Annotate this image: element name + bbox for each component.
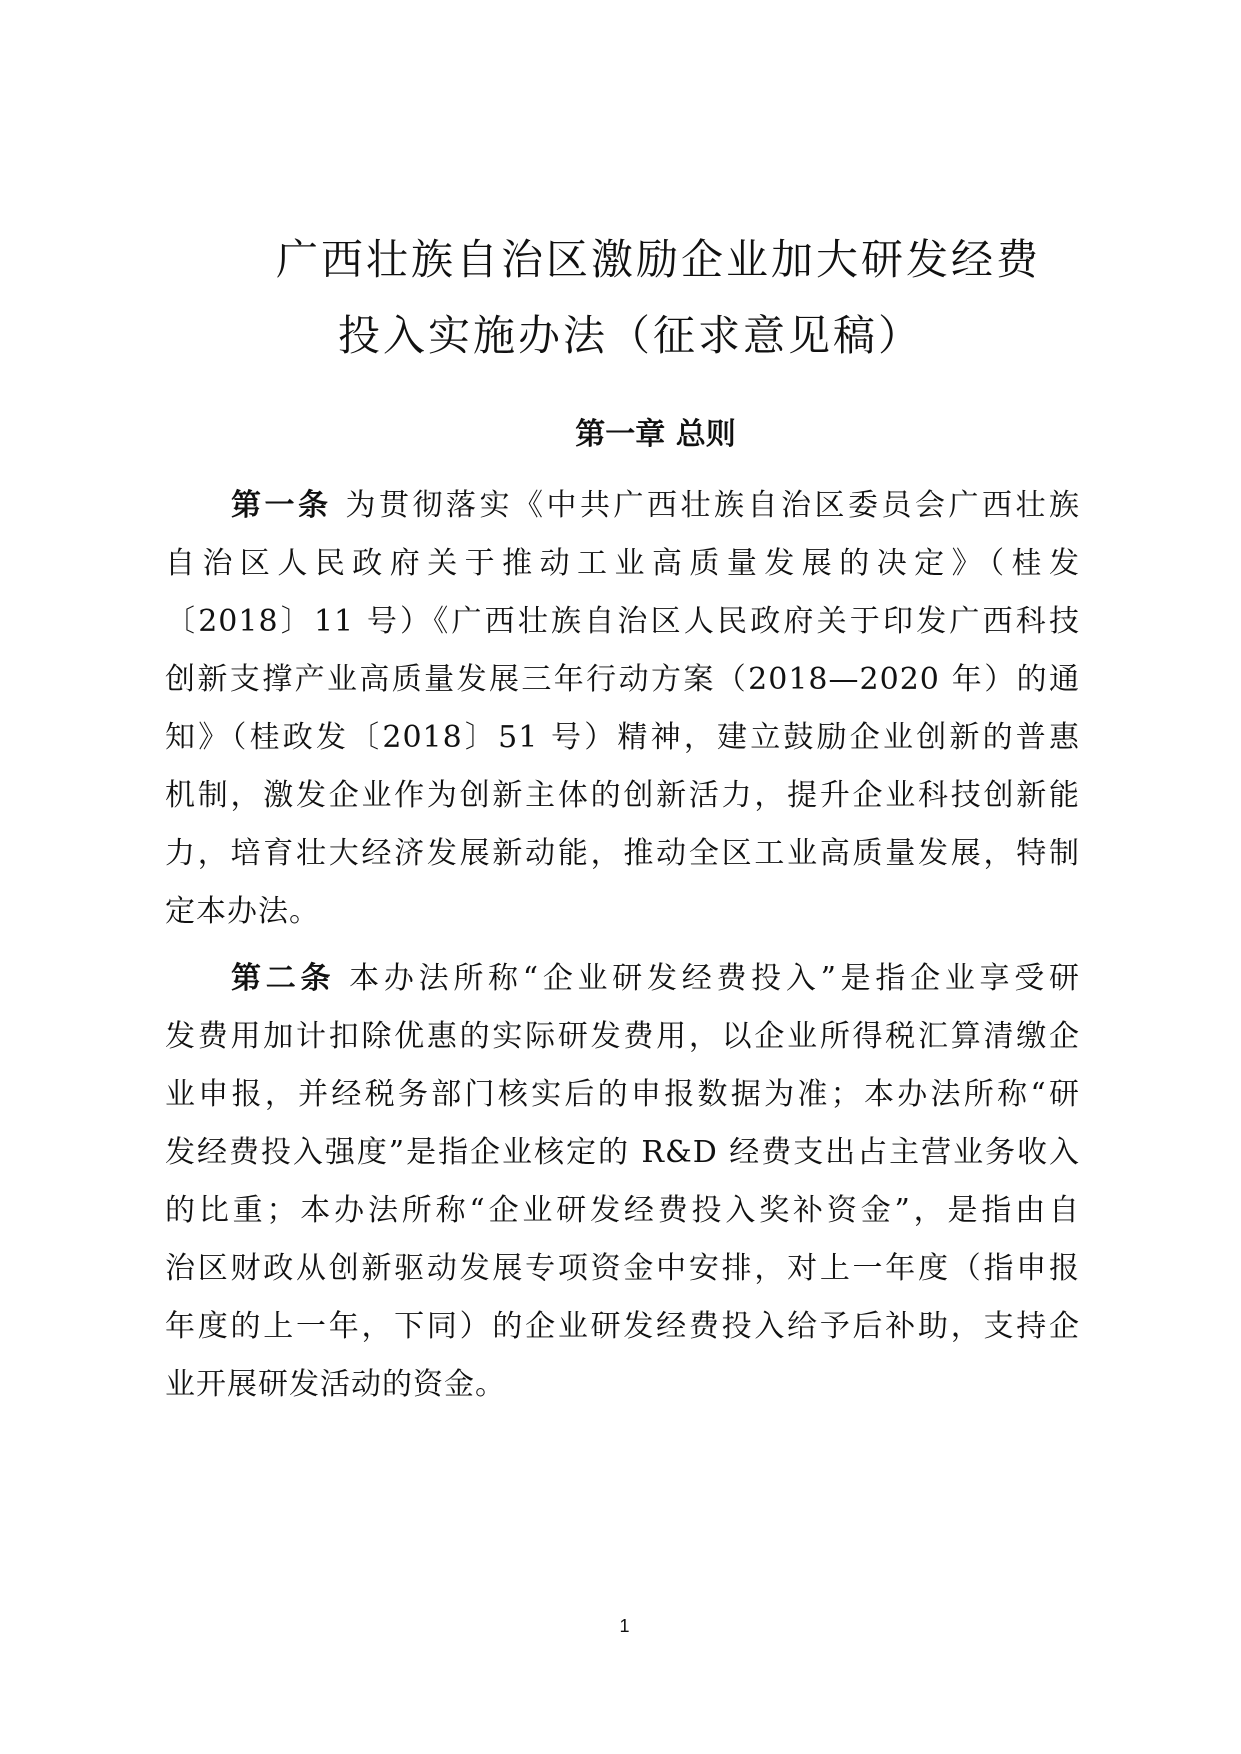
article-1-heading: 第一条: [231, 488, 332, 523]
article-text: 为贯彻落实《中共广西壮族自治区委员会广西壮族: [345, 488, 1080, 523]
article-line: 定本办法。: [165, 894, 320, 929]
article-line: 知》（桂政发〔2018〕51 号）精神，建立鼓励企业创新的普惠: [165, 720, 1080, 755]
title-line-2: 投入实施办法（征求意见稿）: [337, 311, 923, 360]
article-line: 治区财政从创新驱动发展专项资金中安排，对上一年度（指申报: [165, 1251, 1080, 1286]
article-line: 机制，激发企业作为创新主体的创新活力，提升企业科技创新能: [165, 778, 1080, 813]
article-line: 自治区人民政府关于推动工业高质量发展的决定》（桂发: [165, 546, 1080, 581]
article-line: 发费用加计扣除优惠的实际研发费用，以企业所得税汇算清缴企: [165, 1019, 1080, 1054]
chapter-heading: 第一章 总则: [575, 417, 736, 452]
article-1: [165, 477, 1080, 941]
article-2: [165, 950, 1080, 1414]
title-line-1: 广西壮族自治区激励企业加大研发经费: [275, 235, 1041, 284]
article-line: [165, 950, 1080, 1008]
article-line: [165, 477, 1080, 535]
article-line: 年度的上一年，下同）的企业研发经费投入给予后补助，支持企: [165, 1309, 1080, 1344]
article-line: 的比重；本办法所称“企业研发经费投入奖补资金”，是指由自: [165, 1193, 1080, 1228]
article-line: 创新支撑产业高质量发展三年行动方案（2018—2020 年）的通: [165, 662, 1080, 697]
article-line: 力，培育壮大经济发展新动能，推动全区工业高质量发展，特制: [165, 836, 1080, 871]
article-text: 本办法所称“企业研发经费投入”是指企业享受研: [349, 961, 1080, 996]
document-title: [0, 222, 1241, 374]
article-line: 〔2018〕11 号）《广西壮族自治区人民政府关于印发广西科技: [165, 604, 1080, 639]
article-2-heading: 第二条: [231, 961, 336, 996]
article-line: 发经费投入强度”是指企业核定的 R&D 经费支出占主营业务收入: [165, 1135, 1080, 1170]
article-line: 业开展研发活动的资金。: [165, 1367, 506, 1402]
article-line: 业申报，并经税务部门核实后的申报数据为准；本办法所称“研: [165, 1077, 1080, 1112]
page-number: 1: [619, 1616, 630, 1636]
